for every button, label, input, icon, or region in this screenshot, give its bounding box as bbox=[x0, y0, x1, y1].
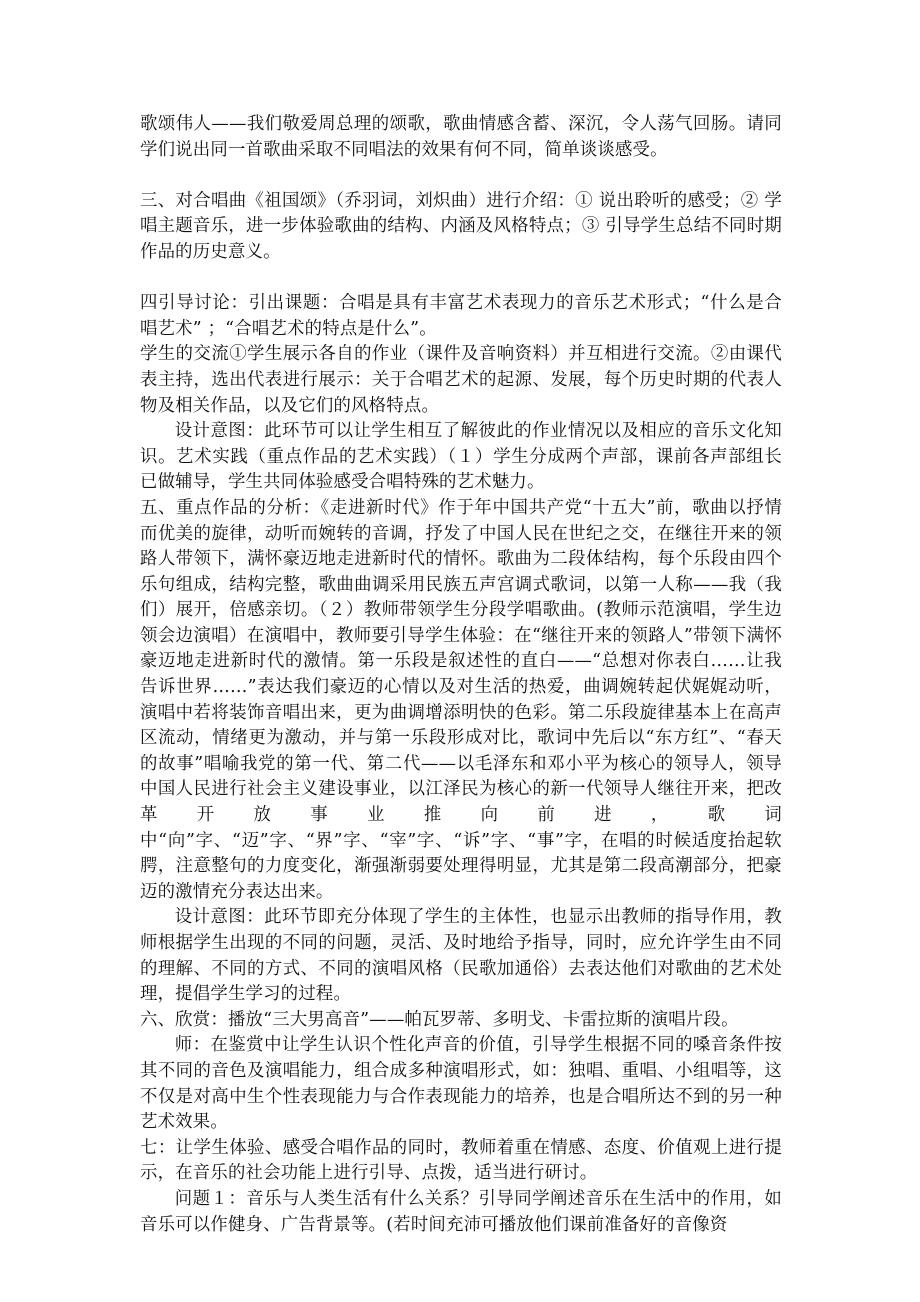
paragraph: 歌颂伟人——我们敬爱周总理的颂歌，歌曲情感含蓄、深沉，令人荡气回肠。请同学们说出同一首歌曲采取不同唱法的效果有何不同，简单谈谈感受。 bbox=[140, 114, 782, 160]
paragraph: 学生的交流①学生展示各自的作业（课件及音响资料）并互相进行交流。②由课代表主持，选出代表进行展示：关于合唱艺术的起源、发展，每个历史时期的代表人物及相关作品，以及它们的风格特点。 bbox=[140, 344, 782, 416]
document-body bbox=[140, 112, 782, 1238]
paragraph: 七：让学生体验、感受合唱作品的同时，教师着重在情感、态度、价值观上进行提示，在音乐的社会功能上进行引导、点拨，适当进行研讨。 bbox=[140, 1137, 782, 1184]
paragraph: 四引导讨论：引出课题：合唱是具有丰富艺术表现力的音乐艺术形式；“什么是合唱艺术” ；“合唱艺术的特点是什么”。 bbox=[140, 293, 782, 339]
paragraph: 问题１：音乐与人类生活有什么关系？引导同学阐述音乐在生活中的作用，如音乐可以作健身、广告背景等。(若时间充沛可播放他们课前准备好的音像资 bbox=[140, 1188, 782, 1235]
paragraph-spacer bbox=[140, 266, 782, 292]
paragraph: 三、对合唱曲《祖国颂》（乔羽词，刘炽曲）进行介绍：① 说出聆听的感受；② 学唱主题音乐，进一步体验歌曲的结构、内涵及风格特点；③ 引导学生总结不同时期作品的历史意义。 bbox=[140, 190, 782, 262]
paragraph: 五、重点作品的分析：《走进新时代》作于年中国共产党“十五大”前，歌曲以抒情而优美的旋律，动听而婉转的音调，抒发了中国人民在世纪之交，在继往开来的领路人带领下，满怀豪迈地走进新时代的情怀。歌曲为二段体结构，每个乐段由四个乐句组成，结构完整，歌曲曲调采用民族五声宫调式歌词，以第一人称——我（我们）展开，倍感亲切。（２）教师带领学生分段学唱歌曲。(教师示范演唱，学生边领会边演唱）在演唱中，教师要引导学生体验：在“继往开来的领路人”带领下满怀豪迈地走进新时代的激情。第一乐段是叙述性的直白——“总想对你表白……让我告诉世界……”表达我们豪迈的心情以及对生活的热爱，曲调婉转起伏娓娓动听，演唱中若将装饰音唱出来，更为曲调增添明快的色彩。第二乐段旋律基本上在高声区流动，情绪更为激动，并与第一乐段形成对比，歌词中先后以“东方红”、“春天的故事”唱喻我党的第一代、第二代——以毛泽东和邓小平为核心的领导人，领导中国人民进行社会主义建设事业，以江泽民为核心的新一代领导人继往开来，把改革开放事业推向前进，歌词中“向”字、“迈”字、“界”字、“宰”字、“诉”字、“事”字，在唱的时候适度抬起软腭，注意整句的力度变化，渐强渐弱要处理得明显，尤其是第二段高潮部分，把豪迈的激情充分表达出来。 bbox=[140, 497, 782, 902]
paragraph: 师：在鉴赏中让学生认识个性化声音的价值，引导学生根据不同的嗓音条件按其不同的音色及演唱能力，组合成多种演唱形式，如：独唱、重唱、小组唱等，这不仅是对高中生个性表现能力与合作表现能力的培养，也是合唱所达不到的另一种艺术效果。 bbox=[140, 1035, 782, 1133]
paragraph: 设计意图：此环节可以让学生相互了解彼此的作业情况以及相应的音乐文化知识。艺术实践（重点作品的艺术实践）（１）学生分成两个声部，课前各声部组长已做辅导，学生共同体验感受合唱特殊的艺术魅力。 bbox=[140, 421, 782, 493]
paragraph: 设计意图：此环节即充分体现了学生的主体性，也显示出教师的指导作用，教师根据学生出现的不同的问题，灵活、及时地给予指导，同时，应允许学生由不同的理解、不同的方式、不同的演唱风格（民歌加通俗）去表达他们对歌曲的艺术处理，提倡学生学习的过程。 bbox=[140, 907, 782, 1005]
paragraph: 六、欣赏：播放“三大男高音”——帕瓦罗蒂、多明戈、卡雷拉斯的演唱片段。 bbox=[140, 1009, 739, 1030]
paragraph-spacer bbox=[140, 163, 782, 189]
